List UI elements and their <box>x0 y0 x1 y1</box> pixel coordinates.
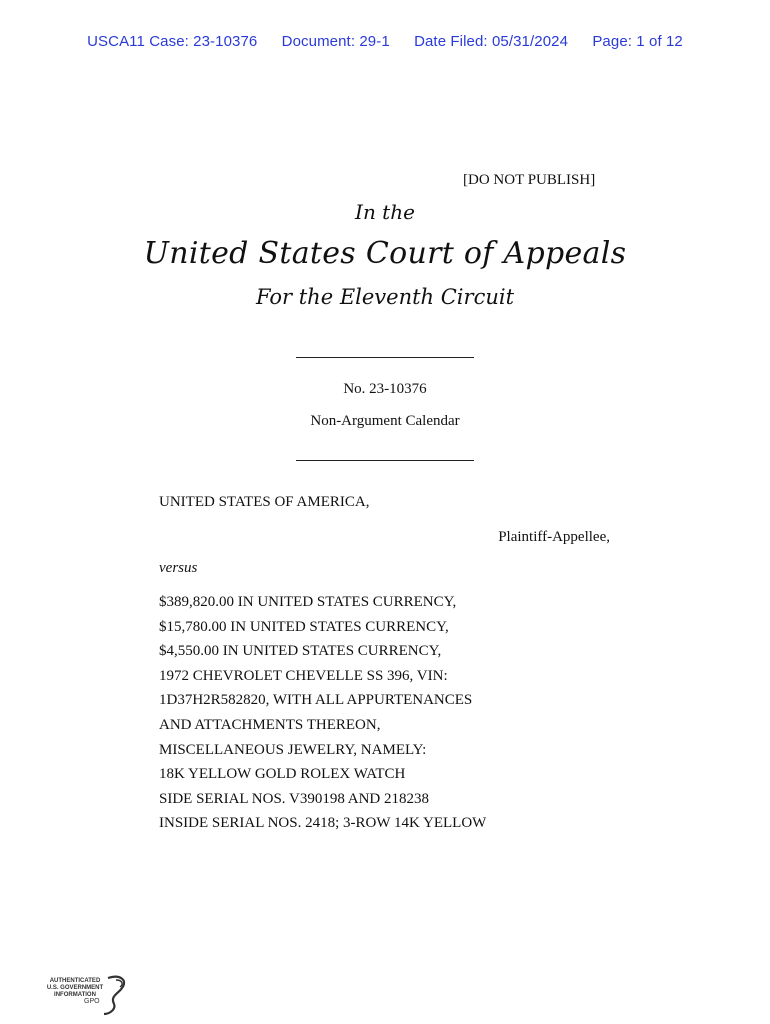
gpo-seal-line: AUTHENTICATED <box>49 978 101 984</box>
publish-notice: [DO NOT PUBLISH] <box>463 172 596 188</box>
defendant-line: $15,780.00 IN UNITED STATES CURRENCY, <box>159 618 449 635</box>
defendant-line: MISCELLANEOUS JEWELRY, NAMELY: <box>159 741 427 758</box>
divider-top <box>296 357 474 358</box>
plaintiff-name: UNITED STATES OF AMERICA, <box>159 494 370 510</box>
header-page-number: Page: 1 of 12 <box>592 33 683 50</box>
defendant-line: INSIDE SERIAL NOS. 2418; 3-ROW 14K YELLOW <box>159 815 487 832</box>
gpo-seal-line: INFORMATION <box>54 992 96 998</box>
gpo-mark: GPO <box>84 998 100 1005</box>
gpo-seal-text <box>44 978 106 999</box>
defendant-line: SIDE SERIAL NOS. V390198 AND 218238 <box>159 790 430 807</box>
gpo-eagle-icon <box>102 974 130 1016</box>
page-header <box>0 33 770 50</box>
defendant-line: 1D37H2R582820, WITH ALL APPURTENANCES <box>159 692 473 709</box>
gpo-authentication-seal <box>44 974 134 1018</box>
court-name: United States Court of Appeals <box>143 236 627 271</box>
defendant-list <box>159 590 486 836</box>
calendar-type: Non-Argument Calendar <box>310 413 460 429</box>
plaintiff-role: Plaintiff-Appellee, <box>498 529 610 545</box>
defendant-line: $389,820.00 IN UNITED STATES CURRENCY, <box>159 594 457 610</box>
defendant-line: AND ATTACHMENTS THEREON, <box>159 716 381 733</box>
defendant-line: $4,550.00 IN UNITED STATES CURRENCY, <box>159 643 442 660</box>
header-document-number: Document: 29-1 <box>281 33 390 50</box>
defendant-line: 18K YELLOW GOLD ROLEX WATCH <box>159 766 406 783</box>
defendant-line: 1972 CHEVROLET CHEVELLE SS 396, VIN: <box>159 667 448 684</box>
versus-label: versus <box>159 560 198 576</box>
header-date-filed: Date Filed: 05/31/2024 <box>414 33 569 50</box>
header-case-number: USCA11 Case: 23-10376 <box>87 33 258 50</box>
court-circuit: For the Eleventh Circuit <box>255 285 515 309</box>
case-number: No. 23-10376 <box>343 381 427 397</box>
divider-bottom <box>296 460 474 461</box>
gpo-seal-line: U.S. GOVERNMENT <box>46 985 104 991</box>
court-in-the: In the <box>355 200 415 224</box>
